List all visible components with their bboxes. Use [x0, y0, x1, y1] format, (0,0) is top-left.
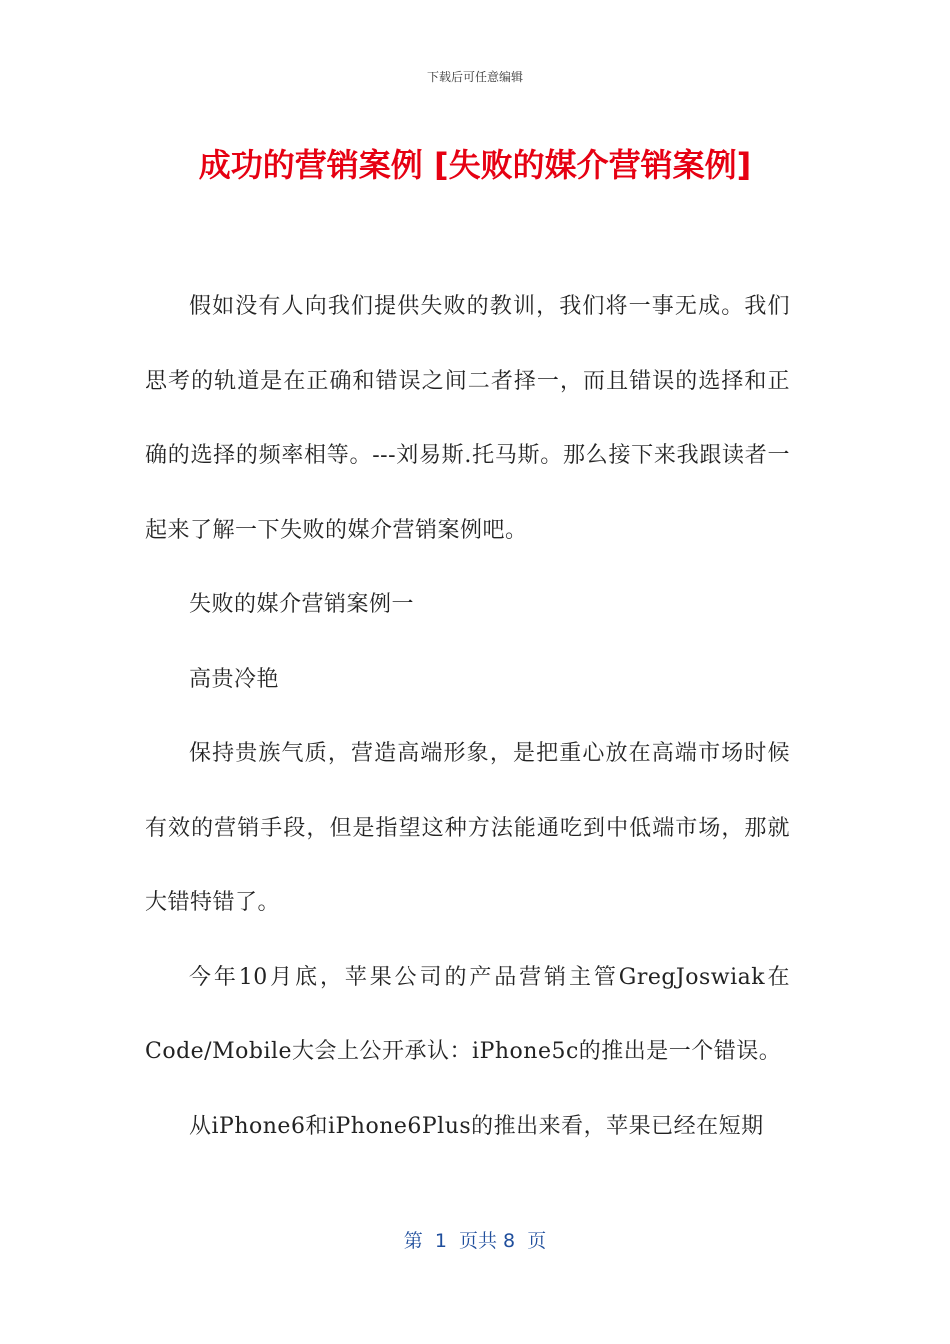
paragraph: 保持贵族气质，营造高端形象，是把重心放在高端市场时候有效的营销手段，但是指望这种方法能通吃到中低端市场，那就大错特错了。	[145, 741, 790, 915]
section-heading: 失败的媒介营销案例一	[189, 592, 415, 617]
paragraph-intro: 假如没有人向我们提供失败的教训，我们将一事无成。我们思考的轨道是在正确和错误之间二者择一，而且错误的选择和正确的选择的频率相等。---刘易斯.托马斯。那么接下来我跟读者一起来了解一下失败的媒介营销案例吧。	[145, 294, 790, 543]
paragraph: 今年10月底，苹果公司的产品营销主管GregJoswiak在Code/Mobile大会上公开承认：iPhone5c的推出是一个错误。	[145, 964, 790, 1064]
subheading: 高贵冷艳	[189, 666, 280, 692]
header-note: 下载后可任意编辑	[426, 70, 523, 84]
page-number: 第 1 页共 8 页	[403, 1230, 547, 1252]
document-body	[145, 270, 790, 1164]
document-title: 成功的营销案例 [失败的媒介营销案例]	[198, 146, 752, 184]
paragraph: 从iPhone6和iPhone6Plus的推出来看，苹果已经在短期	[189, 1113, 764, 1139]
